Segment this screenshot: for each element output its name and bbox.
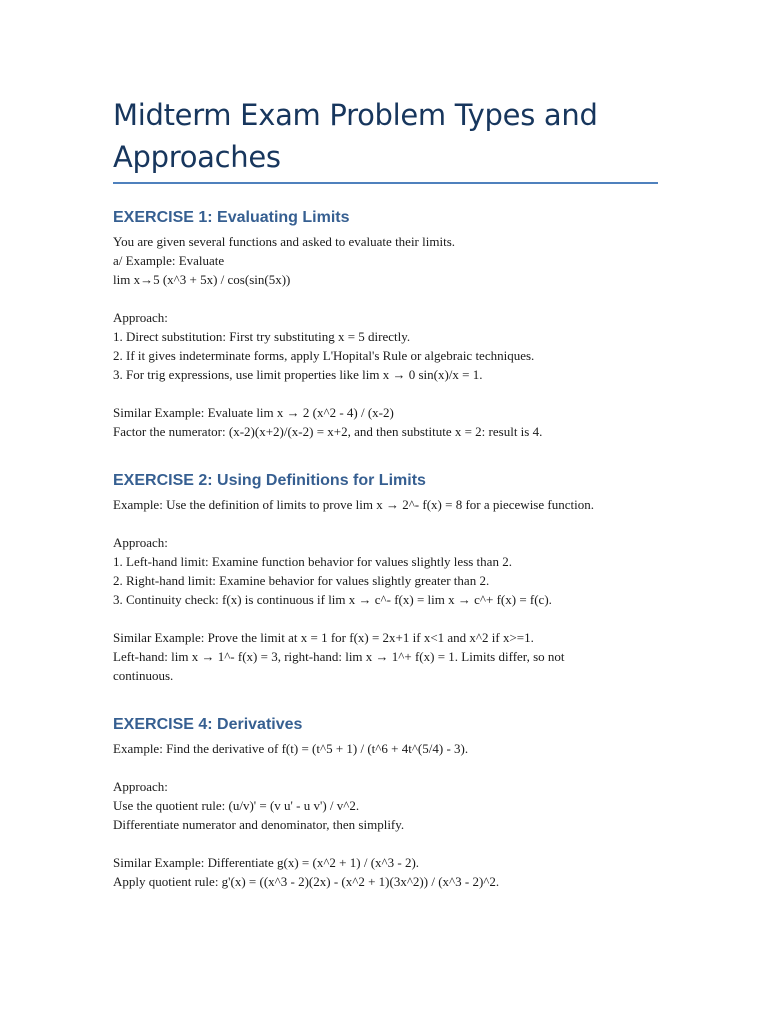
approach-label: Approach: xyxy=(113,310,168,325)
exercise-4-heading: EXERCISE 4: Derivatives xyxy=(113,716,303,733)
exercise-2-heading: EXERCISE 2: Using Definitions for Limits xyxy=(113,472,426,489)
approach-step: 1. Left-hand limit: Examine function behavior for values slightly less than 2. xyxy=(113,554,512,569)
approach-step: 1. Direct substitution: First try substituting x = 5 directly. xyxy=(113,329,411,344)
similar-example-line: Similar Example: Evaluate lim x → 2 (x^2 - 4) / (x-2) xyxy=(113,405,394,420)
similar-example-line: Similar Example: Differentiate g(x) = (x^2 + 1) / (x^3 - 2). xyxy=(113,855,420,870)
similar-example-line: continuous. xyxy=(113,668,174,683)
document-title: Midterm Exam Problem Types and Approaches xyxy=(113,94,658,184)
similar-example-line: Apply quotient rule: g'(x) = ((x^3 - 2)(2x) - (x^2 + 1)(3x^2)) / (x^3 - 2)^2. xyxy=(113,874,500,889)
approach-step: 3. Continuity check: f(x) is continuous if lim x → c^- f(x) = lim x → c^+ f(x) = f(c). xyxy=(113,592,552,607)
exercise-4-section xyxy=(113,715,658,891)
approach-step: Differentiate numerator and denominator, then simplify. xyxy=(113,817,405,832)
approach-step: Use the quotient rule: (u/v)' = (v u' - u v') / v^2. xyxy=(113,798,360,813)
exercise-1-heading: EXERCISE 1: Evaluating Limits xyxy=(113,209,350,226)
approach-label: Approach: xyxy=(113,535,168,550)
paragraph-line: lim x→5 (x^3 + 5x) / cos(sin(5x)) xyxy=(113,272,291,287)
similar-example-line: Left-hand: lim x → 1^- f(x) = 3, right-hand: lim x → 1^+ f(x) = 1. Limits differ, so not xyxy=(113,649,565,664)
approach-step: 2. Right-hand limit: Examine behavior for values slightly greater than 2. xyxy=(113,573,490,588)
approach-label: Approach: xyxy=(113,779,168,794)
similar-example-line: Factor the numerator: (x-2)(x+2)/(x-2) = x+2, and then substitute x = 2: result is 4. xyxy=(113,424,543,439)
paragraph-line: a/ Example: Evaluate xyxy=(113,253,225,268)
paragraph-line: You are given several functions and asked to evaluate their limits. xyxy=(113,234,456,249)
document-page xyxy=(113,94,658,891)
paragraph-line: Example: Use the definition of limits to prove lim x → 2^- f(x) = 8 for a piecewise function. xyxy=(113,497,594,512)
similar-example-line: Similar Example: Prove the limit at x = 1 for f(x) = 2x+1 if x<1 and x^2 if x>=1. xyxy=(113,630,534,645)
paragraph-line: Example: Find the derivative of f(t) = (t^5 + 1) / (t^6 + 4t^(5/4) - 3). xyxy=(113,741,469,756)
exercise-2-section xyxy=(113,471,658,685)
approach-step: 2. If it gives indeterminate forms, apply L'Hopital's Rule or algebraic techniques. xyxy=(113,348,535,363)
approach-step: 3. For trig expressions, use limit properties like lim x → 0 sin(x)/x = 1. xyxy=(113,367,483,382)
exercise-1-section xyxy=(113,208,658,441)
